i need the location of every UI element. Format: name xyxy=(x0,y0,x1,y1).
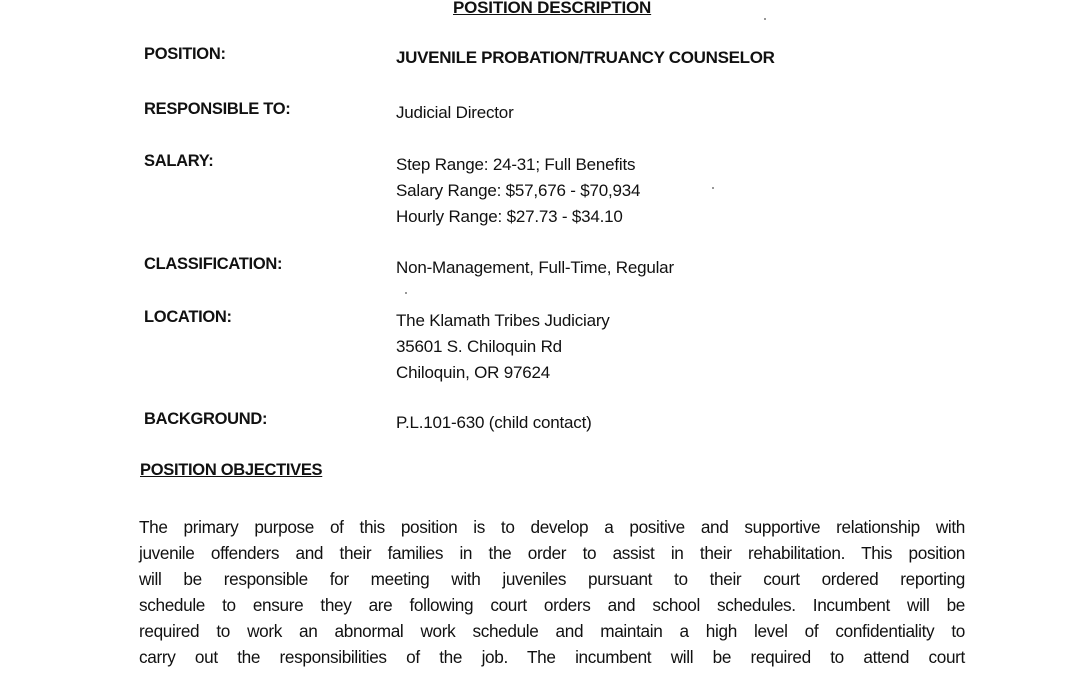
document-title: POSITION DESCRIPTION xyxy=(453,0,652,17)
hourly-range: Hourly Range: $27.73 - $34.10 xyxy=(396,207,623,226)
step-range: Step Range: 24-31; Full Benefits xyxy=(396,155,636,174)
field-label-background: BACKGROUND: xyxy=(144,410,268,428)
field-label-salary: SALARY: xyxy=(144,152,214,170)
field-label-position: POSITION: xyxy=(144,45,226,63)
position-title: JUVENILE PROBATION/TRUANCY COUNSELOR xyxy=(396,48,775,67)
location-city: Chiloquin, OR 97624 xyxy=(396,363,551,382)
field-label-classification: CLASSIFICATION: xyxy=(144,255,283,273)
field-value-responsible-to xyxy=(396,100,514,126)
field-value-classification xyxy=(396,255,674,281)
scan-speck xyxy=(712,187,714,189)
paragraph-line: juvenile offenders and their families in the order to assist in their rehabilitation. This position xyxy=(139,543,965,563)
responsible-to-value: Judicial Director xyxy=(396,103,514,122)
paragraph-line: required to work an abnormal work schedule and maintain a high level of confidentiality to xyxy=(139,621,965,641)
background-value: P.L.101-630 (child contact) xyxy=(396,413,592,432)
classification-value: Non-Management, Full-Time, Regular xyxy=(396,258,674,277)
field-value-location xyxy=(396,308,610,386)
field-value-position xyxy=(396,45,775,71)
field-label-location: LOCATION: xyxy=(144,308,232,326)
paragraph-line: schedule to ensure they are following court orders and school schedules. Incumbent will be xyxy=(139,595,965,615)
field-value-salary xyxy=(396,152,640,230)
paragraph-line: The primary purpose of this position is to develop a positive and supportive relationship with xyxy=(139,517,965,537)
scan-speck xyxy=(405,292,407,294)
field-value-background xyxy=(396,410,592,436)
objectives-paragraph xyxy=(139,514,965,670)
location-street: 35601 S. Chiloquin Rd xyxy=(396,337,562,356)
objectives-heading: POSITION OBJECTIVES xyxy=(140,461,323,479)
salary-range: Salary Range: $57,676 - $70,934 xyxy=(396,181,641,200)
location-name: The Klamath Tribes Judiciary xyxy=(396,311,610,330)
scan-speck xyxy=(764,18,766,20)
paragraph-line: will be responsible for meeting with juveniles pursuant to their court ordered reporting xyxy=(139,569,965,589)
field-label-responsible-to: RESPONSIBLE TO: xyxy=(144,100,291,118)
paragraph-line: carry out the responsibilities of the job. The incumbent will be required to attend court xyxy=(139,647,965,667)
